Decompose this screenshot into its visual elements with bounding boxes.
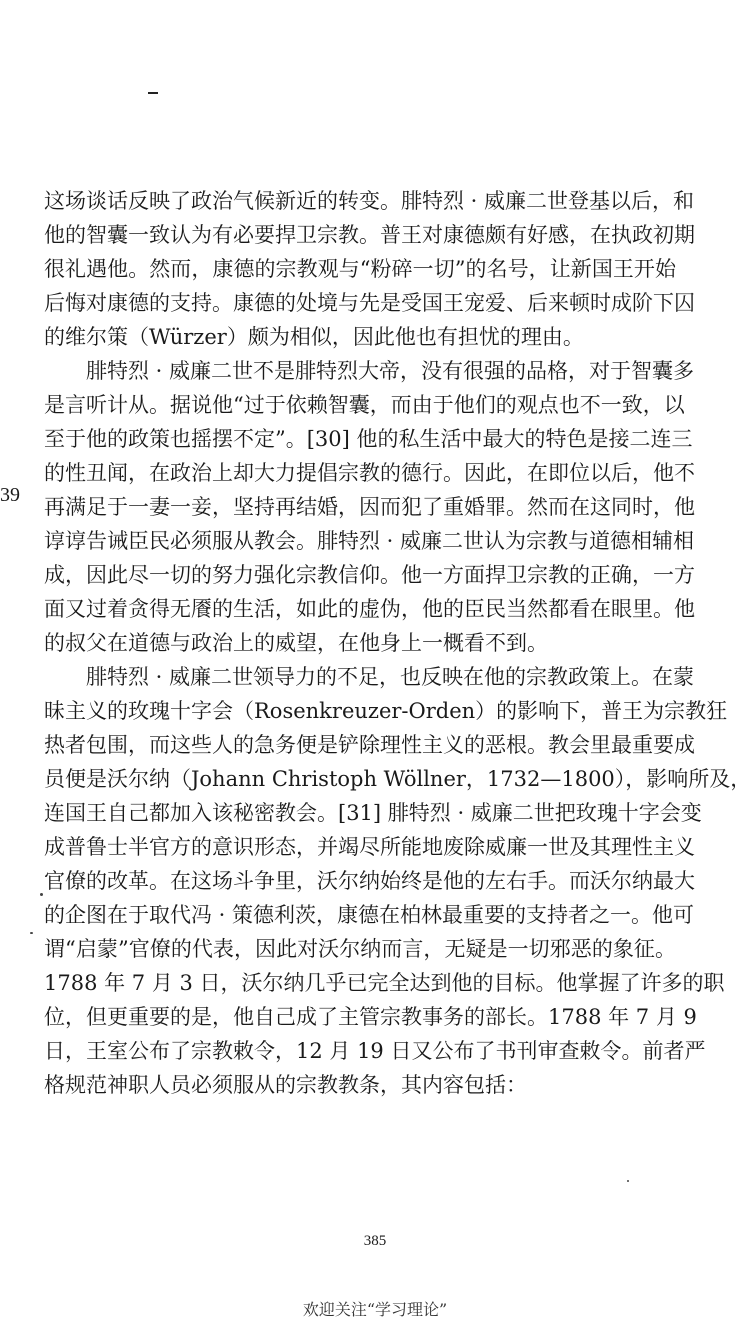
text-line: 面又过着贪得无餍的生活，如此的虚伪，他的臣民当然都看在眼里。他: [44, 597, 695, 621]
text-line: 热者包围，而这些人的急务便是铲除理性主义的恶根。教会里最重要成: [44, 733, 695, 757]
text-line: 腓特烈 · 威廉二世领导力的不足，也反映在他的宗教政策上。在蒙: [86, 665, 695, 689]
text-line: 连国王自己都加入该秘密教会。[31] 腓特烈 · 威廉二世把玫瑰十字会变: [44, 801, 702, 825]
text-line: 再满足于一妻一妾，坚持再结婚，因而犯了重婚罪。然而在这同时，他: [44, 495, 695, 519]
text-line: 是言听计从。据说他“过于依赖智囊，而由于他们的观点也不一致，以: [44, 393, 685, 417]
text-line: 很礼遇他。然而，康德的宗教观与“粉碎一切”的名号，让新国王开始: [44, 257, 676, 281]
text-line: 的叔父在道德与政治上的威望，在他身上一概看不到。: [44, 631, 548, 655]
text-line: 的企图在于取代冯 · 策德利茨，康德在柏林最重要的支持者之一。他可: [44, 903, 695, 927]
scan-speck: [627, 1180, 629, 1182]
text-line: 成，因此尽一切的努力强化宗教信仰。他一方面捍卫宗教的正确，一方: [44, 563, 695, 587]
text-line: 他的智囊一致认为有必要捍卫宗教。普王对康德颇有好感，在执政初期: [44, 223, 695, 247]
text-line: 的维尔策（Würzer）颇为相似，因此他也有担忧的理由。: [44, 325, 584, 349]
scan-speck: [30, 932, 33, 934]
text-line: 谓“启蒙”官僚的代表，因此对沃尔纳而言，无疑是一切邪恶的象征。: [44, 937, 676, 961]
text-line: 官僚的改革。在这场斗争里，沃尔纳始终是他的左右手。而沃尔纳最大: [44, 869, 695, 893]
text-line: 昧主义的玫瑰十字会（Rosenkreuzer-Orden）的影响下，普王为宗教狂: [44, 699, 728, 723]
text-line: 后悔对康德的支持。康德的处境与先是受国王宠爱、后来顿时成阶下囚: [44, 291, 695, 315]
text-line: 员便是沃尔纳（Johann Christoph Wöllner，1732—1800），影响所及，: [44, 767, 751, 791]
text-line: 成普鲁士半官方的意识形态，并竭尽所能地废除威廉一世及其理性主义: [44, 835, 695, 859]
page-number: 385: [363, 1233, 387, 1249]
text-line: 至于他的政策也摇摆不定”。[30] 他的私生活中最大的特色是接二连三: [44, 427, 693, 451]
text-line: 腓特烈 · 威廉二世不是腓特烈大帝，没有很强的品格，对于智囊多: [86, 359, 695, 383]
text-line: 1788 年 7 月 3 日，沃尔纳几乎已完全达到他的目标。他掌握了许多的职: [44, 971, 725, 995]
text-line: 这场谈话反映了政治气候新近的转变。腓特烈 · 威廉二世登基以后，和: [44, 189, 695, 213]
scan-speck: [40, 893, 43, 896]
scan-mark: [148, 92, 158, 94]
text-line: 谆谆告诫臣民必须服从教会。腓特烈 · 威廉二世认为宗教与道德相辅相: [44, 529, 695, 553]
text-line: 位，但更重要的是，他自己成了主管宗教事务的部长。1788 年 7 月 9: [44, 1005, 697, 1029]
margin-number: 39: [0, 484, 20, 506]
text-line: 日，王室公布了宗教敕令，12 月 19 日又公布了书刊审查敕令。前者严: [44, 1039, 706, 1063]
text-line: 格规范神职人员必须服从的宗教教条，其内容包括：: [44, 1073, 527, 1097]
text-line: 的性丑闻，在政治上却大力提倡宗教的德行。因此，在即位以后，他不: [44, 461, 695, 485]
footer-note: 欢迎关注“学习理论”: [302, 1300, 448, 1319]
